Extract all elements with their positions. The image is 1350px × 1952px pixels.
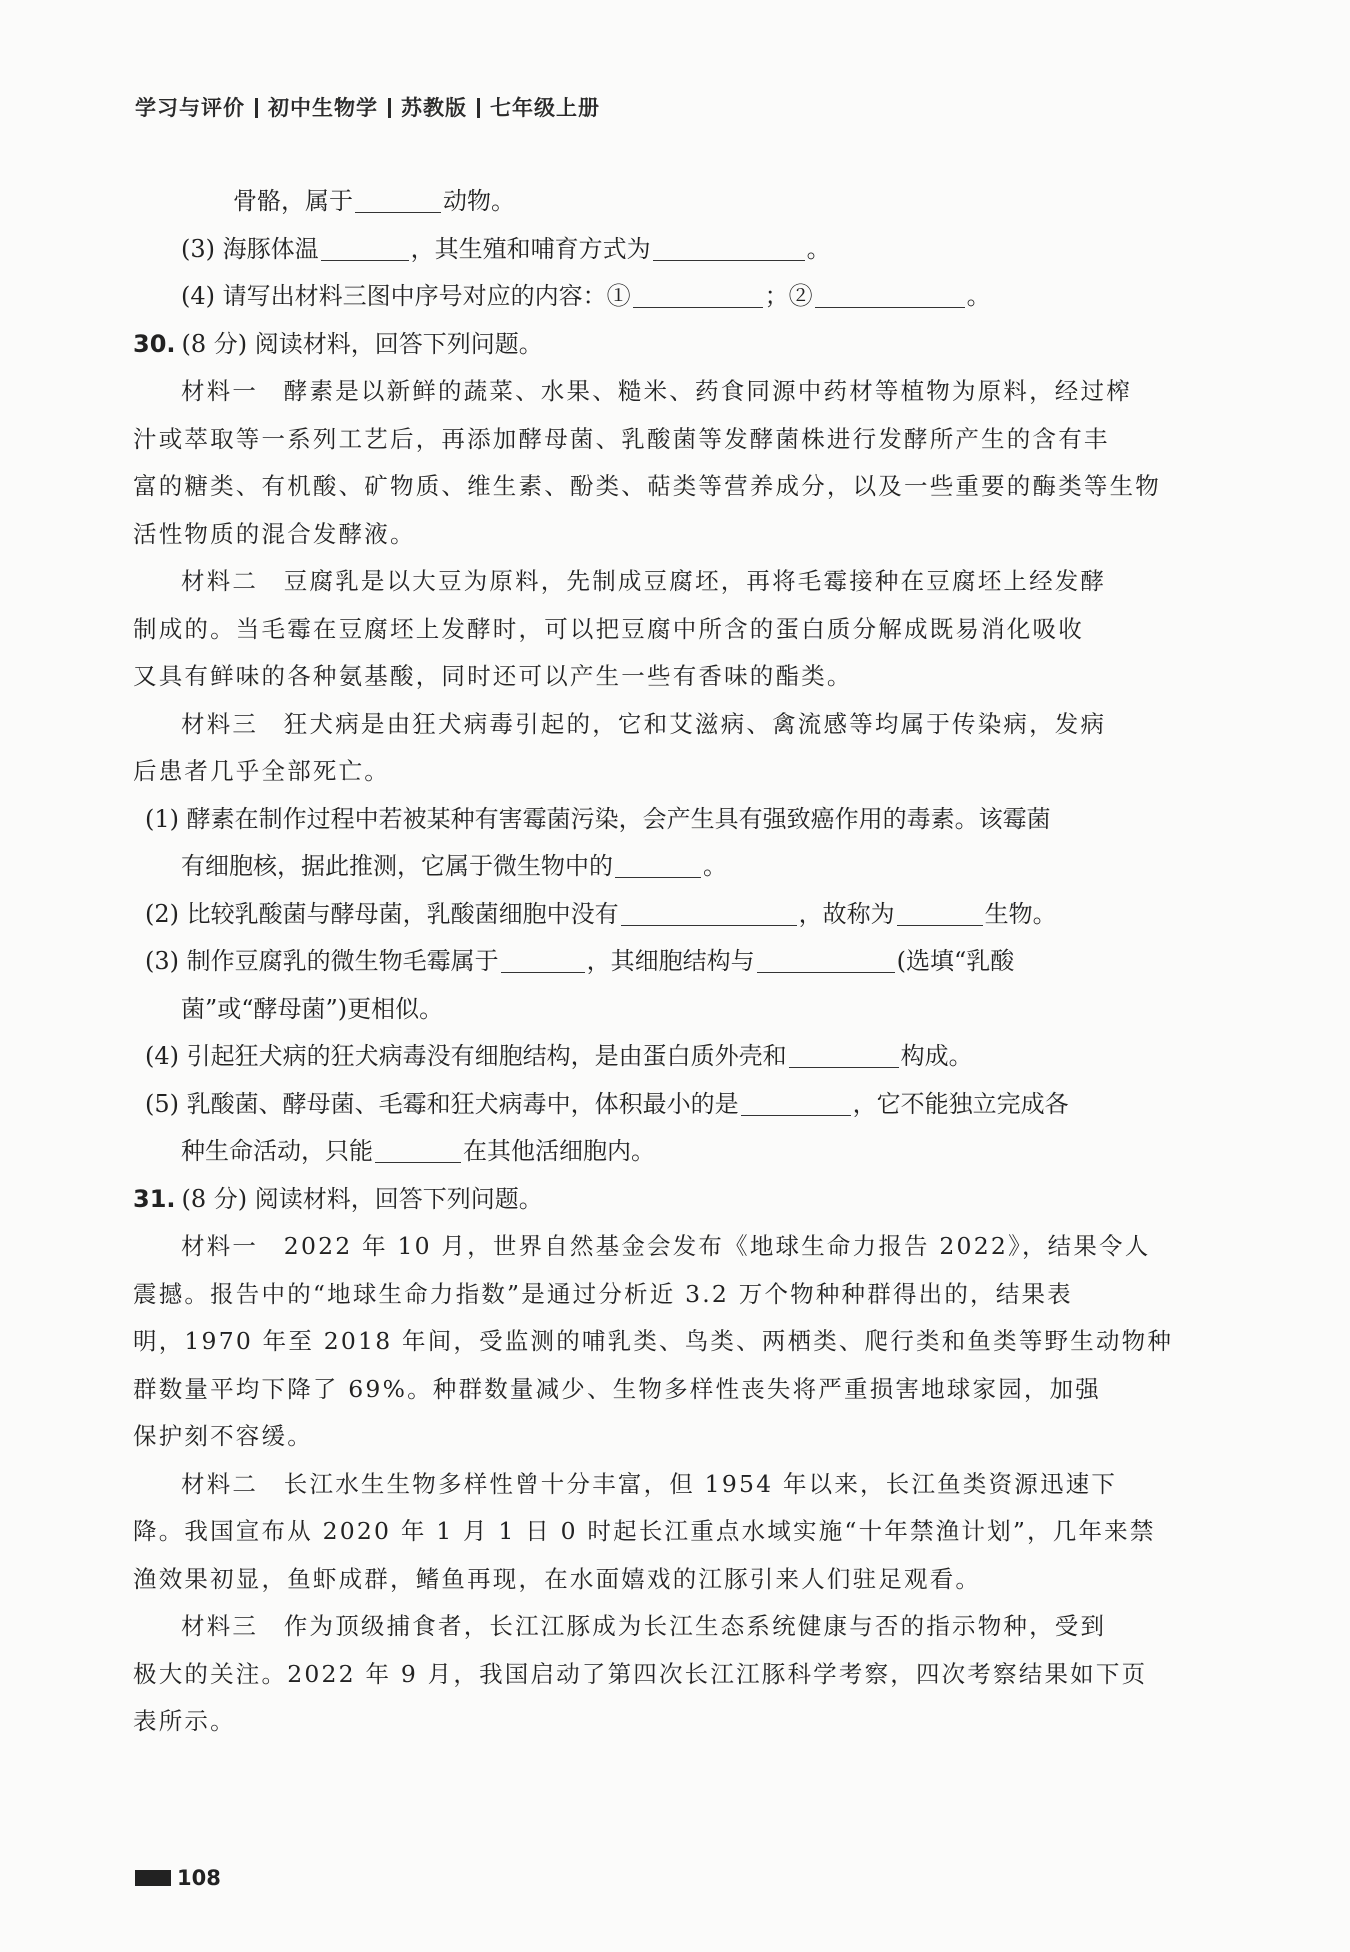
subquestion-text: 构成。 — [900, 1042, 973, 1070]
footer-bar — [135, 1870, 171, 1886]
q30-part1 — [133, 796, 1233, 844]
q30-stem — [133, 321, 1233, 369]
answer-blank[interactable] — [741, 1089, 851, 1116]
header-grade: 七年级上册 — [490, 96, 600, 120]
material-text: 汁或萃取等一系列工艺后，再添加酵母菌、乳酸菌等发酵菌株进行发酵所产生的含有丰 — [133, 424, 1110, 453]
question-stem: (8 分) 阅读材料，回答下列问题。 — [181, 329, 543, 358]
answer-blank[interactable] — [615, 851, 701, 878]
header-book-title: 学习与评价 — [135, 96, 245, 120]
material-text: 极大的关注。2022 年 9 月，我国启动了第四次长江江豚科学考察，四次考察结果如下页 — [133, 1659, 1148, 1688]
material-text: 后患者几乎全部死亡。 — [133, 757, 390, 785]
subquestion-text: (选填“乳酸 — [896, 947, 1015, 975]
material-text: 保护刻不容缓。 — [133, 1422, 313, 1450]
question-number: 30. — [133, 329, 176, 358]
answer-blank[interactable] — [621, 899, 797, 926]
subquestion-text: (2) 比较乳酸菌与酵母菌，乳酸菌细胞中没有 — [145, 899, 619, 928]
material-text: 表所示。 — [133, 1707, 236, 1735]
subquestion-text: ，其细胞结构与 — [586, 947, 755, 975]
header-edition: 苏教版 — [401, 96, 467, 120]
material-text: 材料三 狂犬病是由狂犬病毒引起的，它和艾滋病、禽流感等均属于传染病，发病 — [181, 709, 1107, 738]
subquestion-text: (5) 乳酸菌、酵母菌、毛霉和狂犬病毒中，体积最小的是 — [145, 1089, 739, 1118]
q31-stem — [133, 1176, 1233, 1224]
q30-part1-cont — [133, 843, 1233, 891]
material-text: 又具有鲜味的各种氨基酸，同时还可以产生一些有香味的酯类。 — [133, 662, 853, 690]
q29-text: ；② — [764, 282, 813, 310]
q29-text: 动物。 — [443, 187, 515, 215]
material-text: 降。我国宣布从 2020 年 1 月 1 日 0 时起长江重点水域实施“十年禁渔计划”，几年来禁 — [133, 1517, 1156, 1545]
answer-blank[interactable] — [633, 281, 763, 308]
question-stem: (8 分) 阅读材料，回答下列问题。 — [181, 1184, 543, 1213]
q29-line — [133, 178, 1233, 226]
subquestion-text: 生物。 — [984, 899, 1057, 928]
material-text: 富的糖类、有机酸、矿物质、维生素、酚类、萜类等营养成分，以及一些重要的酶类等生物 — [133, 472, 1161, 500]
subquestion-text: 在其他活细胞内。 — [463, 1137, 655, 1165]
q29-part3 — [133, 226, 1233, 274]
answer-blank[interactable] — [501, 946, 585, 973]
material-text: 材料一 2022 年 10 月，世界自然基金会发布《地球生命力报告 2022》，结果令人 — [181, 1232, 1151, 1260]
answer-blank[interactable] — [321, 234, 409, 261]
answer-blank[interactable] — [897, 899, 983, 926]
material-text: 材料二 豆腐乳是以大豆为原料，先制成豆腐坯，再将毛霉接种在豆腐坯上经发酵 — [181, 567, 1107, 595]
subquestion-text: (4) 引起狂犬病的狂犬病毒没有细胞结构，是由蛋白质外壳和 — [145, 1042, 787, 1070]
header-separator — [477, 98, 480, 118]
header-subject: 初中生物学 — [268, 96, 378, 120]
subquestion-text: (3) 制作豆腐乳的微生物毛霉属于 — [145, 947, 499, 975]
answer-blank[interactable] — [815, 281, 965, 308]
q29-text: (4) 请写出材料三图中序号对应的内容：① — [181, 282, 631, 310]
q29-text: (3) 海豚体温 — [181, 234, 319, 263]
q30-part4 — [133, 1033, 1233, 1081]
q29-text: 骨骼，属于 — [233, 187, 353, 215]
material-text: 材料二 长江水生生物多样性曾十分丰富，但 1954 年以来，长江鱼类资源迅速下 — [181, 1469, 1118, 1498]
q29-part4 — [133, 273, 1233, 321]
answer-blank[interactable] — [757, 946, 895, 973]
subquestion-text: 。 — [703, 852, 727, 880]
q29-text: 。 — [966, 282, 991, 310]
q30-part5 — [133, 1081, 1233, 1129]
q30-part3 — [133, 938, 1233, 986]
question-number: 31. — [133, 1184, 176, 1213]
subquestion-text: ，它不能独立完成各 — [852, 1089, 1069, 1118]
q30-part2 — [133, 891, 1233, 939]
q30-part5-cont — [133, 1128, 1233, 1176]
q29-text: ，其生殖和哺育方式为 — [410, 234, 651, 263]
page-footer — [135, 1866, 221, 1890]
running-header — [135, 92, 600, 122]
page-content — [133, 178, 1233, 1746]
header-separator — [255, 98, 258, 118]
answer-blank[interactable] — [653, 234, 805, 261]
answer-blank[interactable] — [355, 186, 441, 213]
material-text: 渔效果初显，鱼虾成群，鳍鱼再现，在水面嬉戏的江豚引来人们驻足观看。 — [133, 1564, 982, 1593]
material-text: 群数量平均下降了 69%。种群数量减少、生物多样性丧失将严重损害地球家园，加强 — [133, 1374, 1102, 1403]
q30-part3-cont — [133, 986, 1233, 1034]
header-separator — [388, 98, 391, 118]
material-text: 材料三 作为顶级捕食者，长江江豚成为长江生态系统健康与否的指示物种，受到 — [181, 1612, 1107, 1640]
material-text: 制成的。当毛霉在豆腐坯上发酵时，可以把豆腐中所含的蛋白质分解成既易消化吸收 — [133, 614, 1084, 643]
subquestion-text: 菌”或“酵母菌”)更相似。 — [181, 994, 444, 1023]
q29-text: 。 — [806, 234, 831, 263]
answer-blank[interactable] — [789, 1041, 899, 1068]
page-number: 108 — [177, 1866, 221, 1890]
subquestion-text: 有细胞核，据此推测，它属于微生物中的 — [181, 852, 613, 880]
subquestion-text: (1) 酵素在制作过程中若被某种有害霉菌污染，会产生具有强致癌作用的毒素。该霉菌 — [145, 804, 1051, 833]
answer-blank[interactable] — [375, 1136, 461, 1163]
subquestion-text: ，故称为 — [798, 899, 895, 928]
subquestion-text: 种生命活动，只能 — [181, 1137, 373, 1165]
material-text: 活性物质的混合发酵液。 — [133, 519, 416, 548]
material-text: 震撼。报告中的“地球生命力指数”是通过分析近 3.2 万个物种种群得出的，结果表 — [133, 1279, 1073, 1308]
material-text: 材料一 酵素是以新鲜的蔬菜、水果、糙米、药食同源中药材等植物为原料，经过榨 — [181, 377, 1132, 405]
material-text: 明，1970 年至 2018 年间，受监测的哺乳类、鸟类、两栖类、爬行类和鱼类等野生动物种 — [133, 1327, 1174, 1355]
